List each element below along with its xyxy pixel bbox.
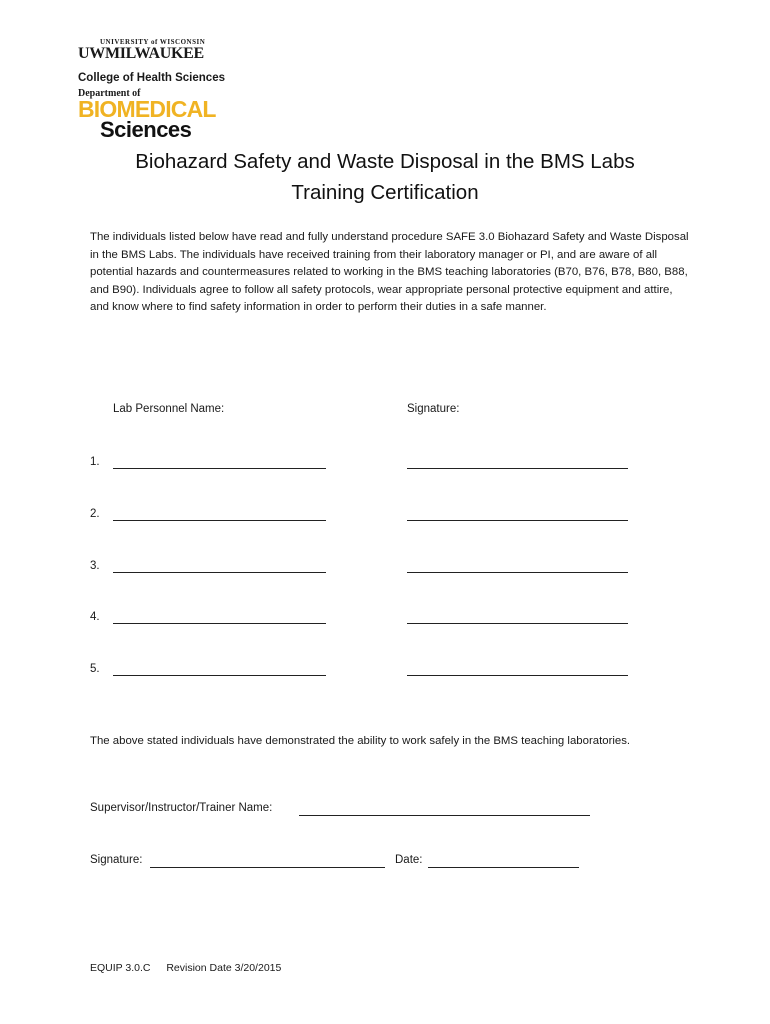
- logo-sciences: Sciences: [100, 117, 192, 142]
- signature-line[interactable]: [407, 623, 628, 624]
- logo-university: UNIVERSITY of WISCONSIN: [100, 38, 206, 46]
- supervisor-signature-label: Signature:: [90, 854, 143, 866]
- personnel-row: [90, 611, 650, 627]
- row-number: 4.: [90, 611, 100, 623]
- row-number: 1.: [90, 456, 100, 468]
- row-number: 2.: [90, 508, 100, 520]
- name-line[interactable]: [113, 675, 326, 676]
- footer: [90, 962, 281, 974]
- name-line[interactable]: [113, 520, 326, 521]
- document-id: EQUIP 3.0.C: [90, 962, 151, 974]
- page-subtitle: Training Certification: [291, 181, 479, 204]
- signature-line[interactable]: [407, 572, 628, 573]
- intro-paragraph: The individuals listed below have read and fully understand procedure SAFE 3.0 Biohazard Safety and Waste Disposal in the BMS Labs. The individuals have received training from their laboratory manager or PI, and are aware of all potential hazards and countermeasures related to working in the BMS teaching laboratories (B70, B76, B78, B80, B88, and B90). Individuals agree to follow all safety protocols, wear appropriate personal protective equipment and attire, and know where to find safety information in order to perform their duties in a safe manner.: [90, 231, 689, 313]
- page-title: Biohazard Safety and Waste Disposal in the BMS Labs: [135, 150, 635, 173]
- date-line[interactable]: [428, 867, 579, 868]
- personnel-row: [90, 560, 650, 576]
- personnel-row: [90, 508, 650, 524]
- signature-line[interactable]: [407, 675, 628, 676]
- name-line[interactable]: [113, 572, 326, 573]
- supervisor-name-line[interactable]: [299, 815, 590, 816]
- logo-college: College of Health Sciences: [78, 72, 225, 84]
- name-line[interactable]: [113, 623, 326, 624]
- supervisor-name-label: Supervisor/Instructor/Trainer Name:: [90, 802, 273, 814]
- row-number: 3.: [90, 560, 100, 572]
- date-label: Date:: [395, 854, 423, 866]
- signature-line[interactable]: [407, 520, 628, 521]
- personnel-row: [90, 663, 650, 679]
- name-line[interactable]: [113, 468, 326, 469]
- demonstration-statement: The above stated individuals have demonstrated the ability to work safely in the BMS teaching laboratories.: [90, 735, 631, 747]
- logo-campus: UWMILWAUKEE: [78, 45, 204, 62]
- row-number: 5.: [90, 663, 100, 675]
- personnel-row: [90, 456, 650, 472]
- logo-department-prefix: Department of: [78, 88, 141, 99]
- uwm-logo: [78, 38, 278, 143]
- revision-date: Revision Date 3/20/2015: [166, 962, 282, 974]
- logo-biomedical: BIOMEDICAL: [78, 96, 216, 122]
- signature-header: Signature:: [407, 403, 460, 415]
- signature-line[interactable]: [407, 468, 628, 469]
- supervisor-signature-line[interactable]: [150, 867, 385, 868]
- lab-personnel-name-header: Lab Personnel Name:: [113, 403, 225, 415]
